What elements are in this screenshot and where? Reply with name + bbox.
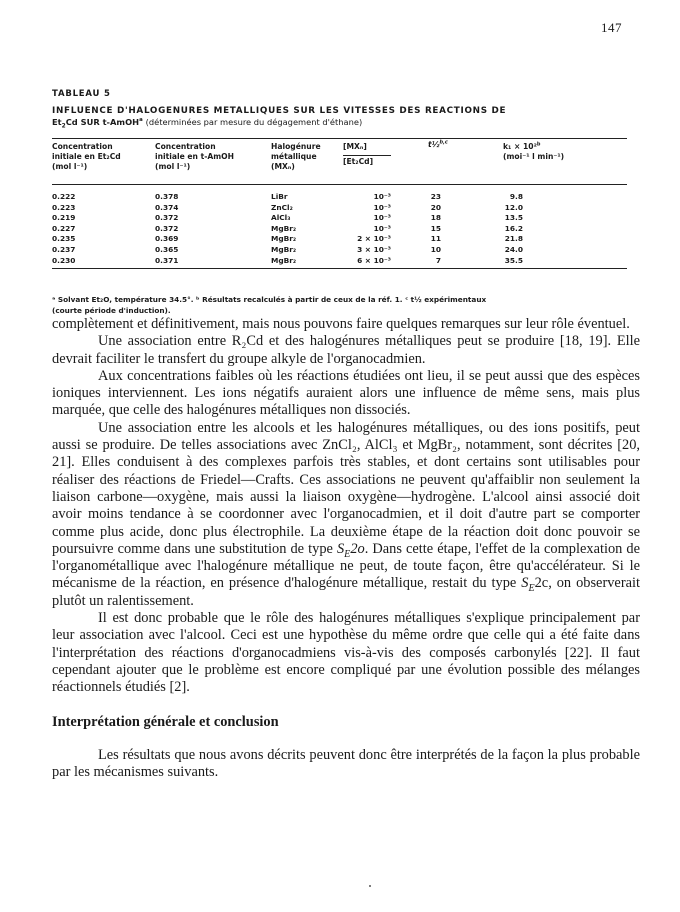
cell-et2cd: 0.223 <box>52 202 76 212</box>
cell-mx: ZnCl₂ <box>271 202 293 212</box>
cell-ratio: 6 × 10⁻³ <box>357 255 391 265</box>
table-row <box>52 224 627 234</box>
cell-ratio: 10⁻³ <box>373 213 391 223</box>
paragraph-0: complètement et définitivement, mais nous pouvons faire quelques remarques sur leur rôle éventuel. <box>52 316 630 332</box>
cell-ratio: 10⁻³ <box>373 223 391 233</box>
cell-k: 9.8 <box>509 192 523 201</box>
title-sup: a <box>139 117 143 124</box>
cell-amoh: 0.374 <box>155 202 179 212</box>
table-row <box>52 213 627 223</box>
footnote-line2: (courte période d'induction). <box>52 306 171 315</box>
paragraph-4: Il est donc probable que le rôle des halogénures métalliques s'explique principalement par leur association avec l'alcool. Ceci est une hypothèse du même ordre que celle qui a été faite dans l'interprétation des réactions d'organocadmiens vis-à-vis des composés carbonylés [22]. Il faut cependant ajouter que le problème est encore compliqué par une évolution possible des mélanges réactionnels étudiés [2]. <box>52 610 640 696</box>
cell-et2cd: 0.230 <box>52 255 76 265</box>
cell-et2cd: 0.227 <box>52 223 76 233</box>
header-halogenure: Halogénure métallique (MXₙ) <box>271 142 321 171</box>
cell-k: 35.5 <box>504 255 523 265</box>
table-row <box>52 203 627 213</box>
title-sub: 2 <box>61 123 66 130</box>
cell-amoh: 0.365 <box>155 245 179 254</box>
cell-k: 21.8 <box>504 234 523 244</box>
header-amoh: Concentration initiale en t-AmOH (mol l⁻¹) <box>155 142 234 171</box>
paragraph-1: Une association entre R₂Cd et des halogénures métalliques peut se produire [18, 19]. Elle devrait faciliter le transfert du groupe alkyle de l'organocadmien. <box>52 333 640 367</box>
paragraph-2: Aux concentrations faibles où les réactions étudiées ont lieu, il se peut aussi que des espèces ioniques interviennent. Les ions négatifs auraient alors une influence de même sens, mais plus marquée, que celle des halogénures métalliques non dissociés. <box>52 367 640 419</box>
header-et2cd: Concentration initiale en Et₂Cd (mol l⁻¹) <box>52 142 121 171</box>
cell-t: 7 <box>435 255 441 265</box>
cell-mx: LiBr <box>271 192 288 201</box>
cell-mx: AlCl₃ <box>271 213 291 223</box>
cell-ratio: 10⁻³ <box>373 202 391 212</box>
table-footnote <box>52 294 642 316</box>
cell-k: 12.0 <box>504 202 523 212</box>
section-heading: Interprétation générale et conclusion <box>52 713 279 730</box>
cell-k: 16.2 <box>504 223 523 233</box>
article-body <box>52 316 640 781</box>
header-ratio: [MXₙ] [Et₂Cd] <box>343 142 398 167</box>
title-note: (déterminées par mesure du dégagement d'éthane) <box>145 117 363 127</box>
cell-t: 11 <box>430 234 441 244</box>
cell-mx: MgBr₂ <box>271 223 297 233</box>
table-header-rule <box>52 184 627 185</box>
cell-ratio: 10⁻³ <box>373 192 391 201</box>
cell-et2cd: 0.237 <box>52 245 76 254</box>
cell-ratio: 2 × 10⁻³ <box>357 234 391 244</box>
cell-amoh: 0.372 <box>155 223 179 233</box>
table-row <box>52 245 627 255</box>
cell-k: 24.0 <box>504 245 523 254</box>
paragraph-3: Une association entre les alcools et les halogénures métalliques, ou des ions positifs, peut aussi se produire. De telles associations avec ZnCl₂, AlCl₃ et MgBr₂, notamment, sont décrites [20, 21]. Elles conduisent à des complexes parfois très stables, et dont certains sont utilisables pour réaliser des réactions de Friedel—Crafts. Ces associations ne peuvent qu'affaiblir non seulement la liaison carbone—oxygène, mais aussi la liaison oxygène—hydrogène. L'alcool ainsi associé doit avoir moins tendance à se coordonner avec l'organocadmien, et il doit d'autre part se comporter comme plus acide, donc plus électrophile. La deuxième étape de la réaction doit donc pouvoir se poursuivre comme dans une substitution de type $S_E2o$. Dans cette étape, l'effet de la complexation de l'organométallique avec l'halogénure métallique ne peut, de toute façon, être qu'accélérateur. Si le mécanisme de la réaction, en présence d'halogénure métallique, restait du type $S_E2c$, on observerait plutôt un ralentissement. <box>52 419 640 609</box>
cell-t: 18 <box>430 213 441 223</box>
cell-mx: MgBr₂ <box>271 234 297 244</box>
cell-t: 10 <box>430 245 441 254</box>
footnote-line1: ᵃ Solvant Et₂O, température 34.5°. ᵇ Résultats recalculés à partir de ceux de la réf. 1. ᶜ t½ expérimentaux <box>52 295 487 304</box>
cell-amoh: 0.371 <box>155 255 179 265</box>
cell-et2cd: 0.235 <box>52 234 76 244</box>
header-t-half: t½$^{b,c}$ <box>428 139 448 149</box>
cell-t: 20 <box>430 202 441 212</box>
table-label: TABLEAU 5 <box>52 89 111 99</box>
cell-t: 23 <box>430 192 441 201</box>
table-title-line2 <box>52 117 627 128</box>
table-bottom-rule <box>52 268 627 269</box>
table-title: INFLUENCE D'HALOGENURES METALLIQUES SUR LES VITESSES DES REACTIONS DE <box>52 106 507 116</box>
title-et: Et <box>52 117 62 127</box>
cell-mx: MgBr₂ <box>271 245 297 254</box>
header-k1: k₁ × 10²$^b$ (moi⁻¹ l min⁻¹) <box>503 141 565 161</box>
cell-t: 15 <box>430 223 441 233</box>
table-row <box>52 256 627 266</box>
cell-et2cd: 0.219 <box>52 213 76 223</box>
cell-amoh: 0.372 <box>155 213 179 223</box>
cell-et2cd: 0.222 <box>52 192 76 201</box>
cell-mx: MgBr₂ <box>271 255 297 265</box>
cell-k: 13.5 <box>504 213 523 223</box>
table-row <box>52 192 627 202</box>
page-number: 147 <box>601 20 622 35</box>
paragraph-5: Les résultats que nous avons décrits peuvent donc être interprétés de la façon la plus probable par les mécanismes suivants. <box>52 746 640 781</box>
cell-amoh: 0.378 <box>155 192 179 201</box>
page-mark <box>369 885 371 887</box>
table-row <box>52 234 627 244</box>
table-heading <box>52 89 627 128</box>
table-top-rule <box>52 138 627 139</box>
cell-amoh: 0.369 <box>155 234 179 244</box>
title-mid: Cd SUR t-AmOH <box>65 117 140 127</box>
cell-ratio: 3 × 10⁻³ <box>357 245 391 254</box>
